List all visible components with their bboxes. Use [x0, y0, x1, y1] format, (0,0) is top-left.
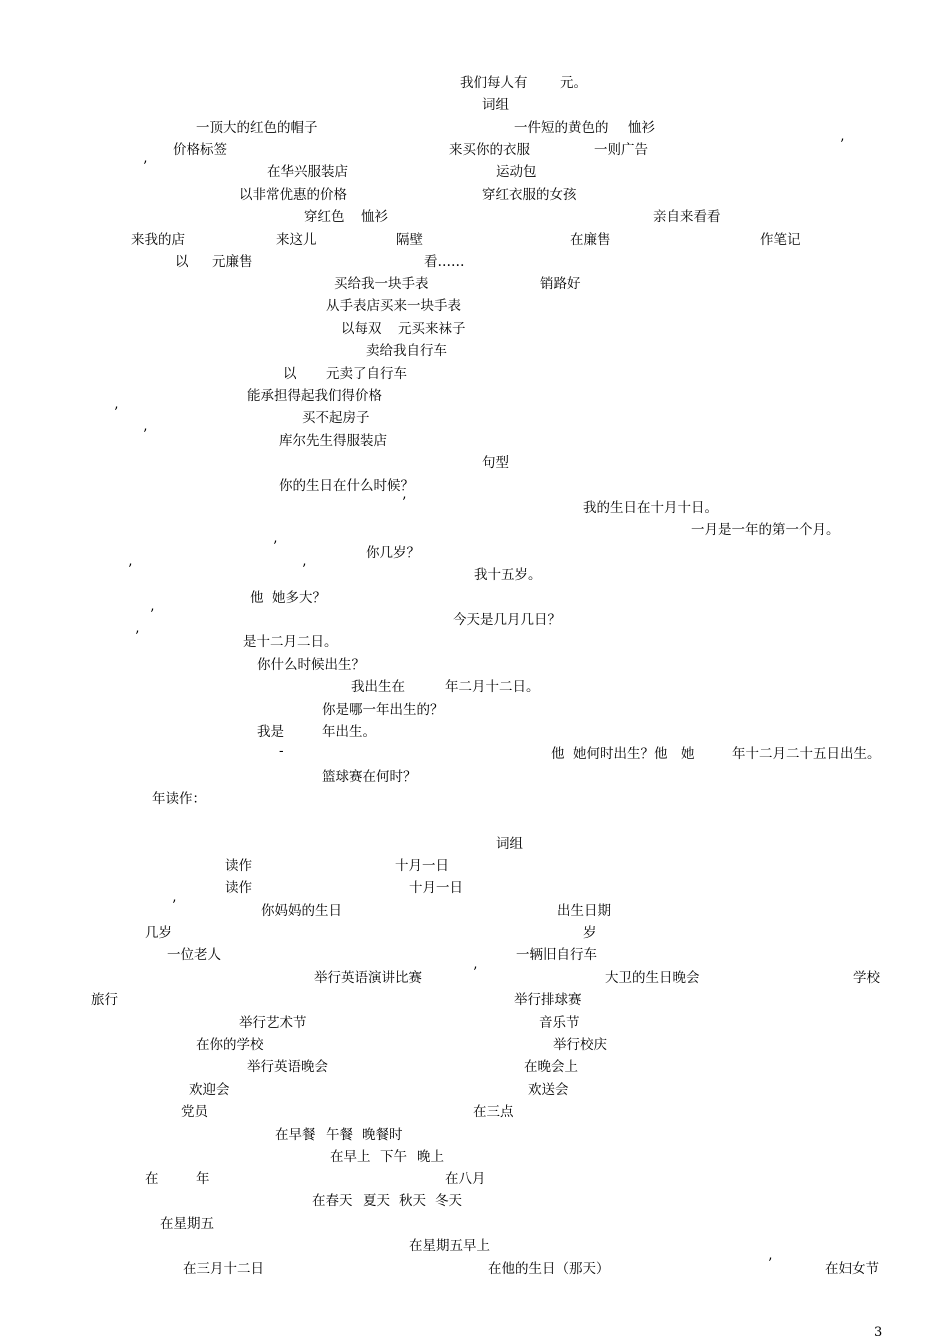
- text-run: 在八月: [445, 1171, 486, 1187]
- text-run: 读作: [225, 880, 252, 896]
- apostrophe-mark: ’: [135, 629, 140, 645]
- text-run: 恤衫: [361, 209, 388, 225]
- text-run: 一顶大的红色的帽子: [196, 120, 318, 136]
- text-run: 我的生日在十月十日。: [583, 500, 718, 516]
- text-run: 在早上: [330, 1149, 371, 1165]
- dash-mark: -: [279, 743, 284, 759]
- apostrophe-mark: ’: [114, 405, 119, 421]
- text-run: 元廉售: [212, 254, 253, 270]
- text-run: 在三点: [473, 1104, 514, 1120]
- text-run: 晚餐时: [362, 1127, 403, 1143]
- text-run: 以: [175, 254, 189, 270]
- text-run: 大卫的生日晚会: [605, 970, 700, 986]
- apostrophe-mark: ’: [273, 539, 278, 555]
- text-run: 在: [145, 1171, 159, 1187]
- text-run: 年读作：: [152, 791, 206, 807]
- text-run: 读作: [225, 858, 252, 874]
- text-run: 年出生。: [322, 724, 376, 740]
- apostrophe-mark: ’: [768, 1256, 773, 1272]
- page-number: 3: [874, 1325, 883, 1340]
- apostrophe-mark: ’: [473, 965, 478, 981]
- text-run: 岁: [583, 925, 597, 941]
- text-run: 来这儿: [276, 232, 317, 248]
- text-run: 你什么时候出生？: [257, 657, 365, 673]
- text-run: 冬天: [435, 1193, 462, 1209]
- text-run: 我出生在: [351, 679, 405, 695]
- text-run: 晚上: [417, 1149, 444, 1165]
- text-run: 一月是一年的第一个月。: [691, 522, 840, 538]
- text-run: 篮球赛在何时？: [322, 769, 417, 785]
- text-run: 以每双: [341, 321, 382, 337]
- text-run: 旅行: [91, 992, 118, 1008]
- apostrophe-mark: ’: [128, 562, 133, 578]
- text-run: 年十二月二十五日出生。: [732, 746, 881, 762]
- text-run: 在妇女节: [825, 1261, 879, 1277]
- text-run: 她: [681, 746, 695, 762]
- text-run: 年二月十二日。: [445, 679, 540, 695]
- text-run: 库尔先生得服装店: [279, 433, 387, 449]
- text-run: 亲自来看看: [653, 209, 721, 225]
- text-run: 举行校庆: [553, 1037, 607, 1053]
- text-run: 看……: [424, 254, 465, 270]
- text-run: 音乐节: [539, 1015, 580, 1031]
- text-run: 举行艺术节: [239, 1015, 307, 1031]
- text-run: 下午: [380, 1149, 407, 1165]
- text-run: 在三月十二日: [183, 1261, 264, 1277]
- text-run: 价格标签: [173, 142, 227, 158]
- text-run: 作笔记: [760, 232, 801, 248]
- section-heading: 词组: [496, 836, 523, 852]
- apostrophe-mark: ’: [302, 562, 307, 578]
- text-run: 我十五岁。: [474, 567, 542, 583]
- text-run: 你的生日在什么时候？: [279, 478, 414, 494]
- text-run: 他: [250, 590, 264, 606]
- text-run: 来我的店: [131, 232, 185, 248]
- text-run: 夏天: [363, 1193, 390, 1209]
- text-run: 在你的学校: [196, 1037, 264, 1053]
- text-run: 买给我一块手表: [334, 276, 429, 292]
- text-run: 学校: [853, 970, 880, 986]
- text-run: 买不起房子: [302, 410, 370, 426]
- text-run: 在星期五早上: [409, 1238, 490, 1254]
- text-run: 穿红色: [304, 209, 345, 225]
- text-run: 恤衫: [628, 120, 655, 136]
- text-run: 秋天: [399, 1193, 426, 1209]
- text-run: 年: [196, 1171, 210, 1187]
- text-run: 一位老人: [167, 947, 221, 963]
- text-run: 我是: [257, 724, 284, 740]
- apostrophe-mark: ’: [840, 137, 845, 153]
- text-run: 我们每人有: [460, 75, 528, 91]
- apostrophe-mark: ’: [143, 427, 148, 443]
- text-run: 十月一日: [395, 858, 449, 874]
- text-run: 从手表店买来一块手表: [326, 298, 461, 314]
- text-run: 在华兴服装店: [267, 164, 348, 180]
- text-run: 元卖了自行车: [326, 366, 407, 382]
- text-run: 在春天: [312, 1193, 353, 1209]
- text-run: 一则广告: [594, 142, 648, 158]
- text-run: 在他的生日（那天）: [488, 1261, 610, 1277]
- text-run: 元买来袜子: [398, 321, 466, 337]
- text-run: 你几岁？: [366, 545, 420, 561]
- text-run: 销路好: [540, 276, 581, 292]
- text-run: 能承担得起我们得价格: [247, 388, 382, 404]
- text-run: 举行英语晚会: [247, 1059, 328, 1075]
- text-run: 以非常优惠的价格: [239, 187, 347, 203]
- section-heading: 词组: [482, 97, 509, 113]
- text-run: 欢迎会: [189, 1082, 230, 1098]
- text-run: 隔壁: [396, 232, 423, 248]
- text-run: 在星期五: [160, 1216, 214, 1232]
- text-run: 一件短的黄色的: [514, 120, 609, 136]
- text-run: 运动包: [496, 164, 537, 180]
- text-run: 元。: [560, 75, 587, 91]
- text-run: 一辆旧自行车: [516, 947, 597, 963]
- apostrophe-mark: ’: [172, 898, 177, 914]
- text-run: 在早餐: [275, 1127, 316, 1143]
- apostrophe-mark: ’: [150, 607, 155, 623]
- text-run: 你是哪一年出生的？: [322, 702, 444, 718]
- text-run: 午餐: [326, 1127, 353, 1143]
- text-run: 欢送会: [528, 1082, 569, 1098]
- text-run: 党员: [181, 1104, 208, 1120]
- text-run: 卖给我自行车: [366, 343, 447, 359]
- text-run: 他: [551, 746, 565, 762]
- text-run: 她何时出生？他: [573, 746, 668, 762]
- text-run: 十月一日: [409, 880, 463, 896]
- text-run: 几岁: [145, 925, 172, 941]
- text-run: 出生日期: [557, 903, 611, 919]
- text-run: 穿红衣服的女孩: [482, 187, 577, 203]
- text-run: 是十二月二日。: [243, 634, 338, 650]
- text-run: 在晚会上: [524, 1059, 578, 1075]
- text-run: 你妈妈的生日: [261, 903, 342, 919]
- text-run: 举行英语演讲比赛: [314, 970, 422, 986]
- apostrophe-mark: ’: [402, 495, 407, 511]
- text-run: 在廉售: [570, 232, 611, 248]
- text-run: 来买你的衣服: [449, 142, 530, 158]
- text-run: 今天是几月几日？: [453, 612, 561, 628]
- apostrophe-mark: ’: [143, 159, 148, 175]
- text-run: 举行排球赛: [514, 992, 582, 1008]
- text-run: 以: [283, 366, 297, 382]
- section-heading: 句型: [482, 455, 509, 471]
- text-run: 她多大？: [272, 590, 326, 606]
